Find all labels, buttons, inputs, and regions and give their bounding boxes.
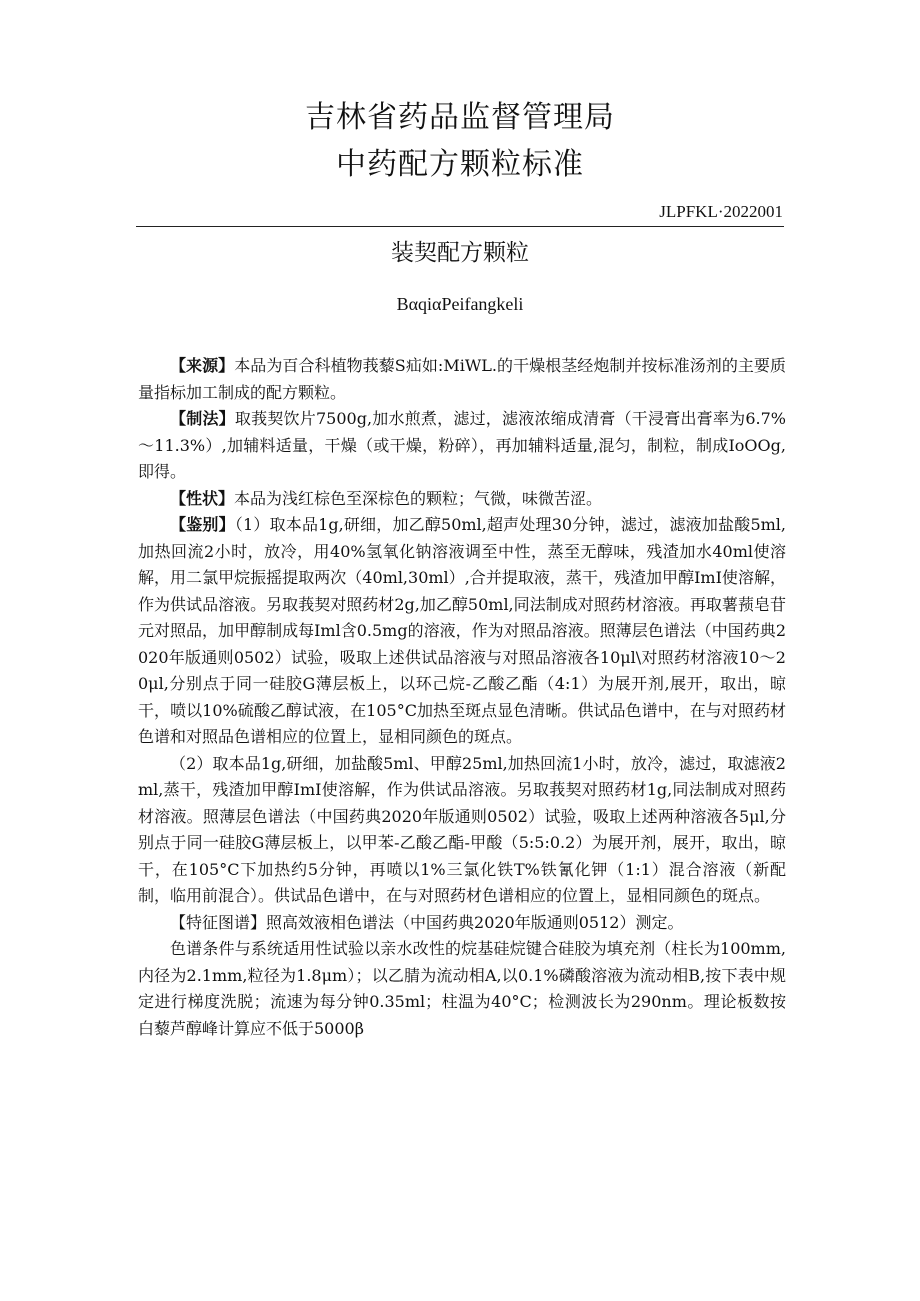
properties-paragraph [138, 486, 786, 513]
fingerprint-text: 照高效液相色谱法（中国药典2020年版通则0512）测定。 [266, 912, 684, 932]
identification-text-2: （2）取本品1g,研细，加盐酸5ml、甲醇25ml,加热回流1小时，放冷，滤过，取滤液2ml,蒸干，残渣加甲醇ImI使溶解，作为供试品溶液。另取莪契对照药材1g,同法制成对照药材溶液。照薄层色谱法（中国药典2020年版通则0502）试验，吸取上述两种溶液各5μl,分别点于同一硅胶G薄层板上，以甲苯-乙酸乙酯-甲酸（5:5:0.2）为展开剂，展开，取出，晾干，在105°C下加热约5分钟，再喷以1%三氯化铁T%铁氰化钾（1:1）混合溶液（新配制，临用前混合）。供试品色谱中，在与对照药材色谱相应的位置上，显相同颜色的斑点。 [138, 753, 786, 905]
identification-paragraph-1 [138, 512, 786, 751]
chromatography-conditions-paragraph [138, 936, 786, 1042]
document-body [138, 353, 786, 1042]
source-text: 本品为百合科植物莪藜S疝如:MiWL.的干燥根茎经炮制并按标准汤剂的主要质量指标加工制成的配方颗粒。 [138, 356, 786, 402]
source-paragraph [138, 353, 786, 406]
header-divider [136, 226, 784, 227]
fingerprint-paragraph [138, 910, 786, 937]
product-name: 装契配方颗粒 [391, 240, 529, 266]
authority-title: 吉林省药品监督管理局 [305, 100, 615, 135]
chromatography-conditions-text: 色谱条件与系统适用性试验以亲水改性的烷基硅烷键合硅胶为填充剂（柱长为100mm,内径为2.1mm,粒径为1.8μm）；以乙腈为流动相A,以0.1%磷酸溶液为流动相B,按下表中规定进行梯度洗脱；流速为每分钟0.35ml；柱温为40°C；检测波长为290nm。理论板数按白藜芦醇峰计算应不低于5000β [138, 939, 786, 1038]
preparation-label: 【制法】 [170, 409, 235, 428]
source-label: 【来源】 [170, 356, 235, 375]
preparation-text: 取莪契饮片7500g,加水煎煮，滤过，滤液浓缩成清膏（干浸膏出膏率为6.7%～11.3%）,加辅料适量，干燥（或干燥，粉碎），再加辅料适量,混匀，制粒，制成IoOOg,即得。 [138, 409, 786, 481]
standard-title: 中药配方颗粒标准 [336, 147, 584, 182]
fingerprint-label: 【特征图谱】 [170, 912, 267, 932]
standard-code: JLPFKL·2022001 [659, 202, 783, 221]
properties-text: 本品为浅红棕色至深棕色的颗粒；气微，味微苦涩。 [234, 488, 603, 508]
identification-paragraph-2 [138, 751, 786, 910]
properties-label: 【性状】 [170, 488, 235, 508]
product-pinyin: BαqiαPeifangkeli [396, 294, 524, 314]
preparation-paragraph [138, 406, 786, 486]
identification-label: 【鉴别】 [170, 515, 235, 534]
identification-text-1: （1）取本品1g,研细，加乙醇50ml,超声处理30分钟，滤过，滤液加盐酸5ml,加热回流2小时，放冷，用40%氢氧化钠溶液调至中性，蒸至无醇味，残渣加水40ml使溶解，用二氯甲烷振摇提取两次（40ml,30ml）,合并提取液，蒸干，残渣加甲醇ImI使溶解，作为供试品溶液。另取莪契对照药材2g,加乙醇50ml,同法制成对照药材溶液。再取薯蓣皂苷元对照品，加甲醇制成每Iml含0.5mg的溶液，作为对照品溶液。照薄层色谱法（中国药典2020年版通则0502）试验，吸取上述供试品溶液与对照品溶液各10μl\对照药材溶液10～20μl,分别点于同一硅胶G薄层板上，以环己烷-乙酸乙酯（4:1）为展开剂,展开，取出，晾干，喷以10%硫酸乙醇试液，在105°C加热至斑点显色清晰。供试品色谱中，在与对照药材色谱和对照品色谱相应的位置上，显相同颜色的斑点。 [138, 515, 786, 746]
